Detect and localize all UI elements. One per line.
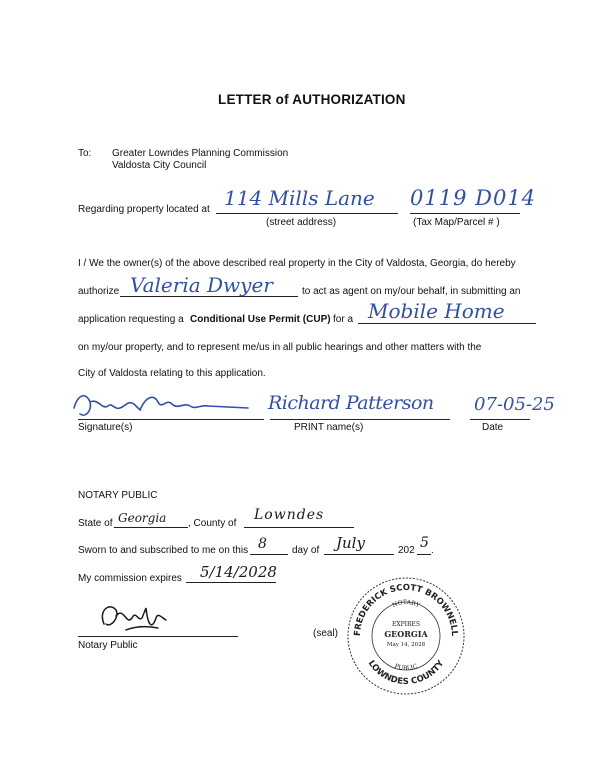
state-line	[114, 527, 188, 528]
commission-value[interactable]: 5/14/2028	[200, 563, 277, 581]
seal-label: (seal)	[313, 628, 339, 639]
representation-text: on my/our property, and to represent me/us in all public hearings and other matters with the	[78, 342, 482, 353]
print-name-label: PRINT name(s)	[294, 422, 364, 433]
print-name-value[interactable]: Richard Patterson	[268, 392, 434, 414]
date-line	[470, 419, 530, 420]
year-line	[417, 554, 431, 555]
signature-line	[78, 419, 264, 420]
day-of-label: day of	[292, 545, 320, 556]
for-a-label: for a	[333, 314, 354, 325]
authorize-label: authorize	[78, 286, 120, 297]
street-address-caption: (street address)	[266, 217, 337, 228]
use-value[interactable]: Mobile Home	[368, 299, 505, 323]
application-prefix: application requesting a	[78, 314, 184, 325]
use-line	[358, 323, 536, 324]
seal-state: GEORGIA	[384, 629, 428, 639]
print-name-line	[270, 419, 450, 420]
county-value[interactable]: Lowndes	[254, 507, 325, 523]
notary-signature-line	[78, 636, 238, 637]
agent-suffix: to act as agent on my/our behalf, in submitting an	[302, 286, 521, 297]
parcel-line	[410, 213, 520, 214]
street-address-line	[216, 213, 398, 214]
to-recipient-2: Valdosta City Council	[112, 160, 207, 171]
owner-signature	[68, 388, 258, 422]
permit-type: Conditional Use Permit (CUP)	[190, 314, 331, 325]
date-label: Date	[482, 422, 504, 433]
notary-signature	[96, 596, 176, 640]
svg-text:LOWNDES COUNTY	[366, 658, 447, 687]
year-suffix: .	[431, 545, 434, 556]
parcel-value[interactable]: 0119 D014	[410, 186, 537, 210]
commission-label: My commission expires	[78, 573, 182, 584]
month-value[interactable]: July	[336, 534, 365, 552]
seal-date: May 14, 2028	[386, 642, 426, 648]
to-recipient-1: Greater Lowndes Planning Commission	[112, 148, 289, 159]
state-value[interactable]: Georgia	[118, 511, 167, 525]
year-prefix: 202	[398, 545, 415, 556]
street-address-value[interactable]: 114 Mills Lane	[224, 186, 375, 210]
county-label: , County of	[188, 518, 237, 529]
sworn-label: Sworn to and subscribed to me on this	[78, 545, 249, 556]
owner-statement: I / We the owner(s) of the above described real property in the City of Valdosta, Georgia, do hereby	[78, 258, 516, 269]
signature-label: Signature(s)	[78, 422, 133, 433]
seal-public: PUBLIC	[393, 662, 419, 673]
county-line	[244, 527, 354, 528]
page-title: LETTER of AUTHORIZATION	[218, 92, 406, 107]
seal-expires: EXPIRES	[391, 621, 421, 628]
seal-outer-top: FREDERICK SCOTT BROWNELL	[352, 582, 460, 637]
regarding-label: Regarding property located at	[78, 204, 210, 215]
state-label: State of	[78, 518, 113, 529]
to-label: To:	[78, 148, 92, 159]
commission-line	[186, 582, 276, 583]
svg-text:PUBLIC	[393, 662, 419, 672]
day-value[interactable]: 8	[258, 536, 267, 552]
seal-notary: NOTARY	[391, 598, 421, 610]
date-value[interactable]: 07-05-25	[474, 394, 555, 415]
notary-public-label: Notary Public	[78, 640, 138, 651]
month-line	[324, 554, 394, 555]
agent-name-value[interactable]: Valeria Dwyer	[130, 273, 273, 297]
relating-text: City of Valdosta relating to this application.	[78, 368, 266, 379]
svg-text:NOTARY	[391, 599, 422, 610]
seal-outer-bottom: LOWNDES COUNTY	[365, 658, 447, 688]
year-digit[interactable]: 5	[420, 535, 429, 551]
notary-heading: NOTARY PUBLIC	[78, 490, 158, 501]
day-line	[250, 554, 288, 555]
notary-seal	[346, 576, 466, 696]
parcel-caption: (Tax Map/Parcel # )	[413, 217, 500, 228]
